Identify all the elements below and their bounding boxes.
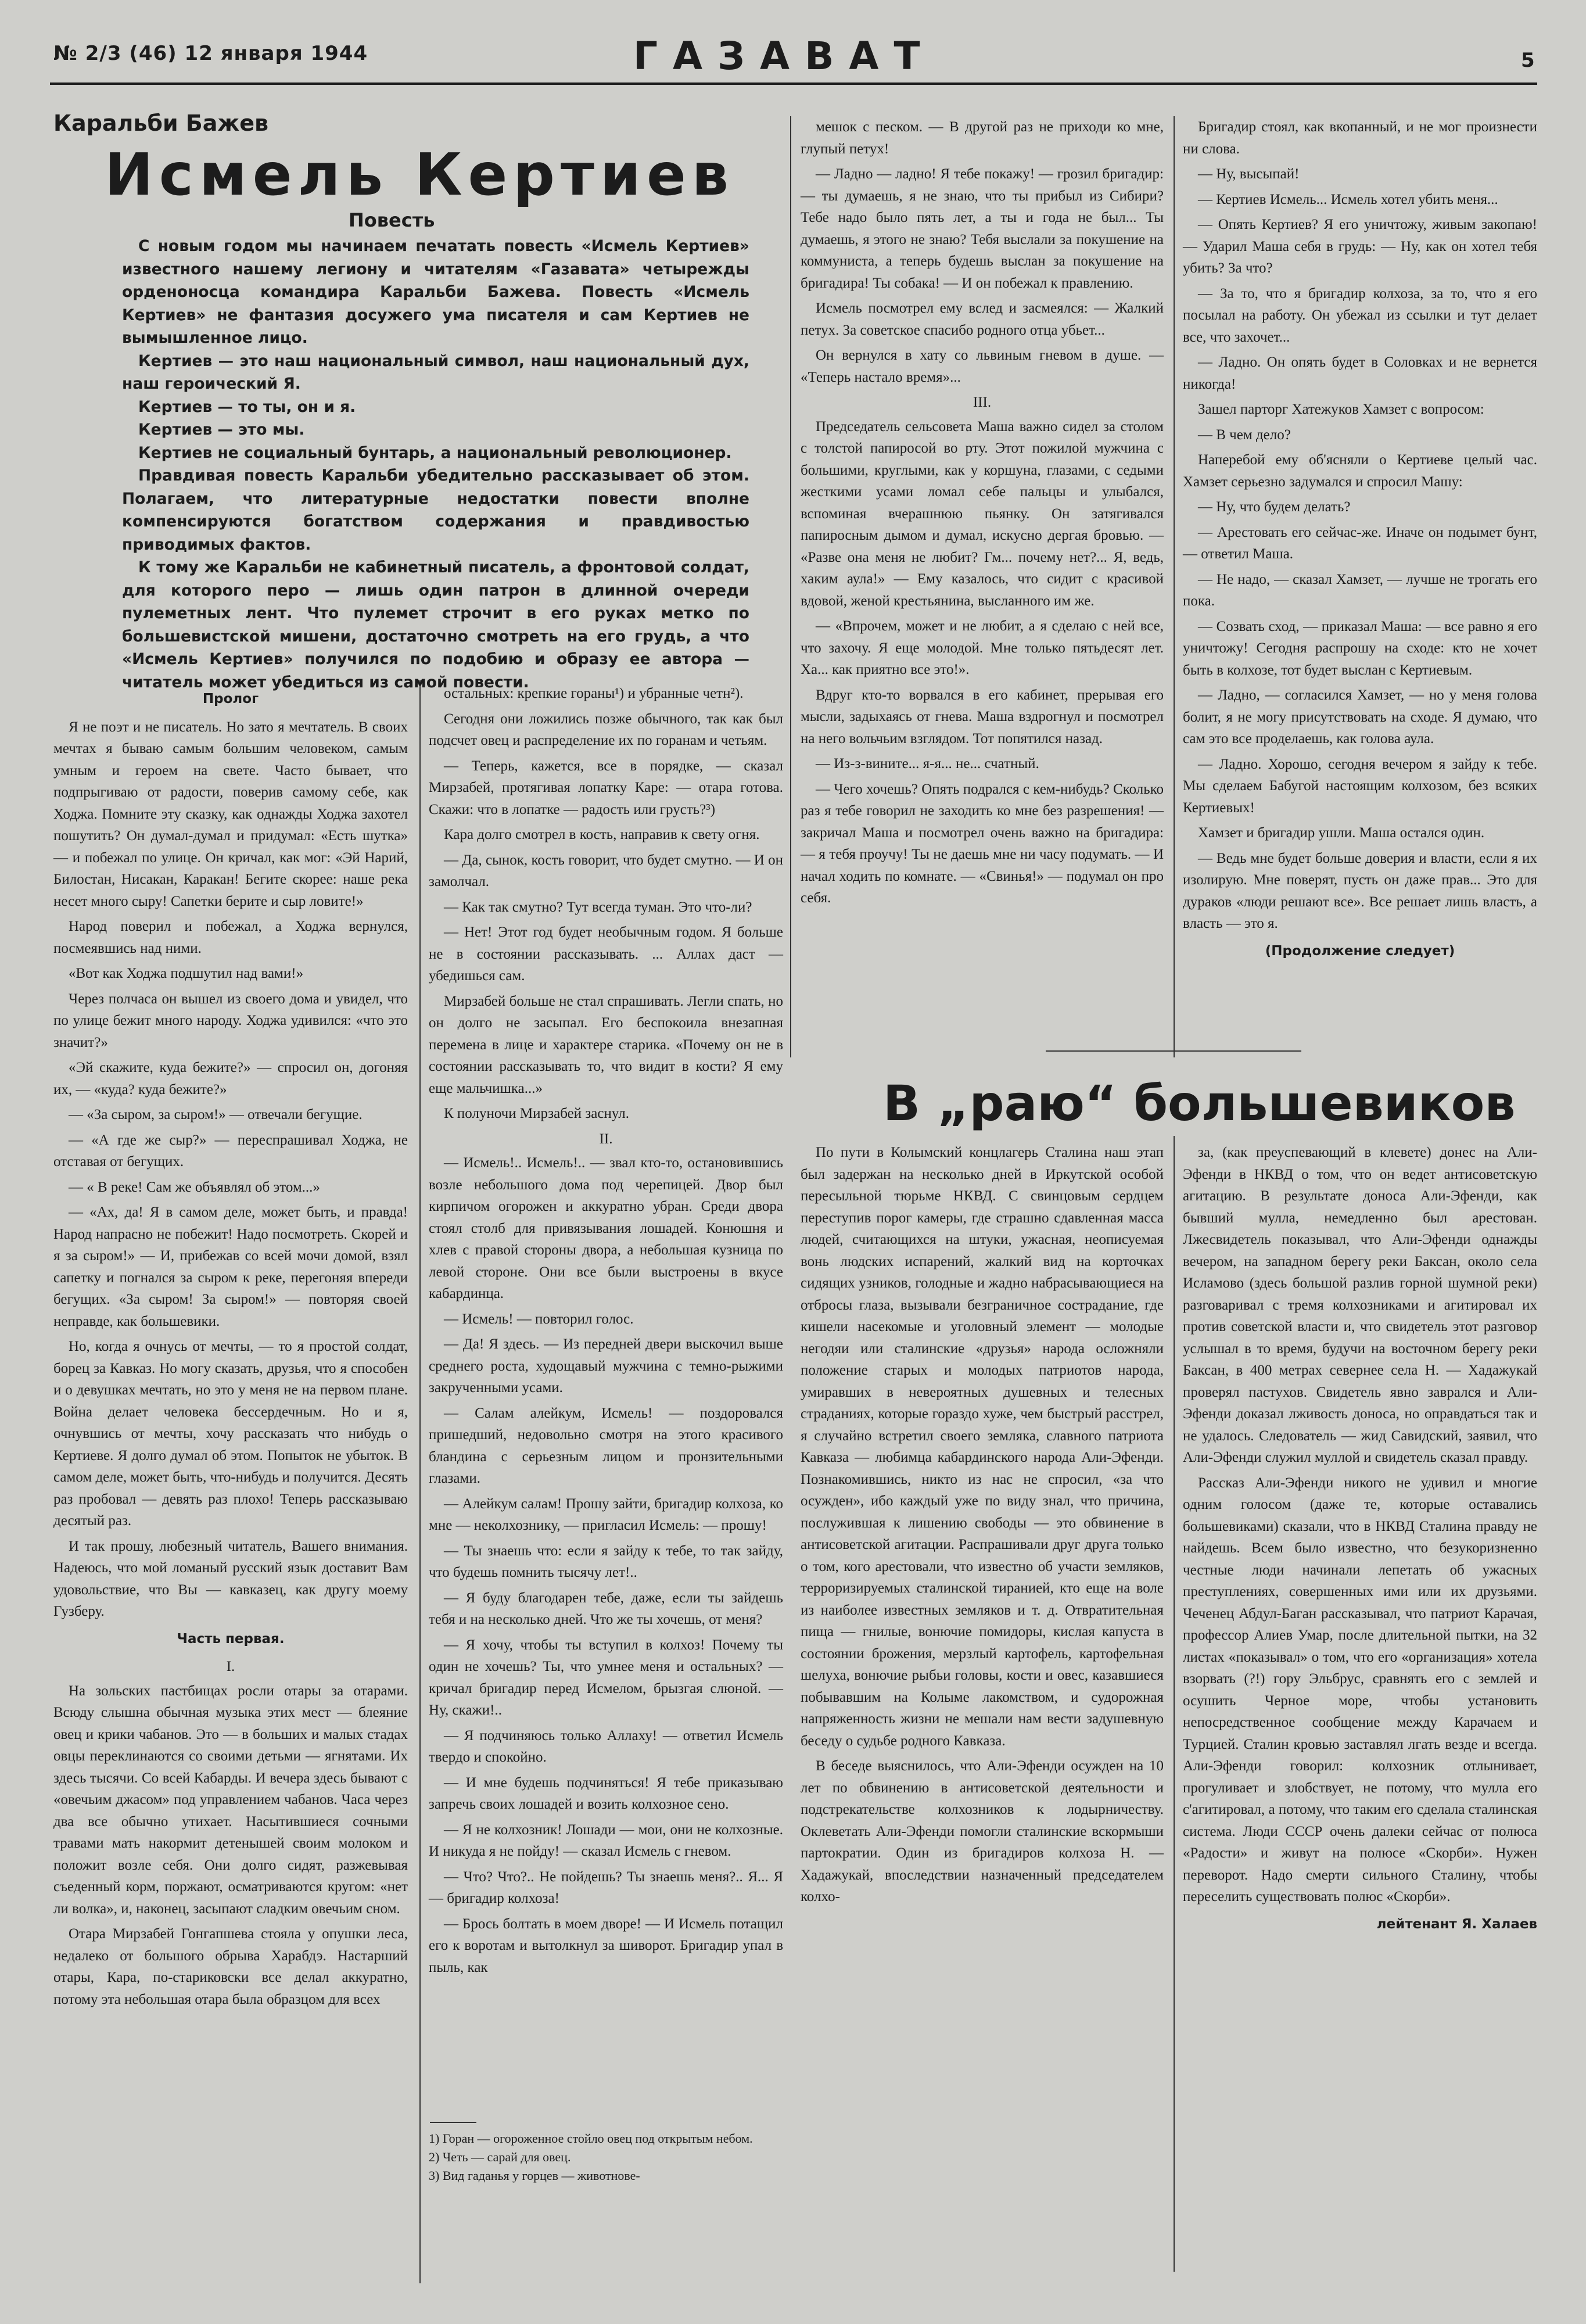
paragraph: И так прошу, любезный читатель, Вашего внимания. Надеюсь, что мой ломаный русский язык доставит Вам удовольствие, что Вы — кавказец, как другу моему Гузберу. — [53, 1538, 408, 1619]
paragraph: — Теперь, кажется, все в порядке, — сказал Мирзабей, протягивая лопатку Каре: — отара готова. Скажи: что в лопатке — радость или грусть?³) — [429, 758, 783, 817]
chapter-number: II. — [599, 1131, 613, 1147]
part-heading: Часть первая. — [177, 1631, 285, 1647]
story-author: Каральби Бажев — [53, 110, 269, 136]
intro-paragraph: Правдивая повесть Каральби убедительно рассказывает об этом. Полагаем, что литературные недостатки повести вполне компенсируются богатством содержания и правдивостью приводимых фактов. — [122, 467, 749, 554]
paragraph: мешок с песком. — В другой раз не приходи ко мне, глупый петух! — [801, 119, 1164, 157]
masthead-rule — [50, 83, 1537, 85]
intro-paragraph: С новым годом мы начинаем печатать повесть «Исмель Кертиев» известного нашему легиону и читателям «Газавата» четырежды орденоносца командира Каральби Бажева. Повесть «Исмель Кертиев» не фантазия досужего ума писателя и сам Кертиев не вымышленное лицо. — [122, 237, 749, 347]
paragraph: — Из-з-вините... я-я... не... счатный. — [816, 756, 1039, 772]
paragraph: — И мне будешь подчиняться! Я тебе приказываю запречь своих лошадей и возить колхозное сено. — [429, 1774, 783, 1812]
paragraph: — «За сыром, за сыром!» — отвечали бегущие. — [69, 1107, 363, 1122]
paragraph: остальных: крепкие гораны¹) и убранные четн²). — [444, 686, 744, 701]
paragraph: — Ладно — ладно! Я тебе покажу! — грозил бригадир: — ты думаешь, я не знаю, что ты прибыл из Сибири? Тебе надо было пять лет, а ты и года не был... Ты думаешь, я этого не знаю? Тебя выслали за покушение на коммуниста, а теперь будешь выслан за покушение на бригадира! Ты собака! — И он побежал к правлению. — [801, 166, 1164, 291]
paragraph: — Ну, высыпай! — [1198, 166, 1300, 182]
paragraph: — Кертиев Исмель... Исмель хотел убить меня... — [1198, 191, 1498, 207]
editorial-intro — [122, 235, 749, 694]
issue-info: № 2/3 (46) 12 января 1944 — [53, 42, 368, 65]
paragraph: — Брось болтать в моем дворе! — И Исмель потащил его к воротам и вытолкнул за шиворот. Бригадир упал в пыль, как — [429, 1916, 783, 1975]
article-column-1 — [801, 1142, 1164, 1911]
column-divider — [419, 680, 421, 2283]
paragraph: Народ поверил и побежал, а Ходжа вернулся, посмеявшись над ними. — [53, 919, 408, 956]
paragraph: — В чем дело? — [1198, 426, 1291, 443]
column-divider — [1174, 116, 1175, 1057]
paragraph: — Салам алейкум, Исмель! — поздоровался пришедший, недовольно смотря на этого красивого бландина с серьезным лицом и пронзительными глазами. — [429, 1405, 783, 1486]
column-divider — [790, 116, 791, 1057]
paragraph: «Эй скажите, куда бежите?» — спросил он, догоняя их, — «куда? куда бежите?» — [53, 1060, 408, 1098]
paragraph: — « В реке! Сам же объявлял об этом...» — [69, 1179, 320, 1195]
paragraph: — Ладно. Он опять будет в Соловках и не вернется никогда! — [1183, 354, 1537, 392]
paragraph: — Я подчиняюсь только Аллаху! — ответил Исмель твердо и спокойно. — [429, 1727, 783, 1765]
paragraph: Хамзет и бригадир ушли. Маша остался один. — [1198, 825, 1485, 841]
story-subtitle: Повесть — [349, 209, 435, 231]
paragraph: — Опять Кертиев? Я его уничтожу, живым закопаю! — Ударил Маша себя в грудь: — Ну, как он хотел тебя убить? За что? — [1183, 217, 1537, 276]
paragraph: Мирзабей больше не стал спрашивать. Легли спать, но он долго не засыпал. Его беспокоила внезапная перемена в лице и характере старика. «Почему он не в состоянии рассказывать то, что видит в кости? Я ему еще мальчишка...» — [429, 993, 783, 1096]
paragraph: — Исмель!.. Исмель!.. — звал кто-то, остановившись возле небольшого дома под черепицей. Двор был кирпичом огорожен и аккуратно убран. Среди двора стоял столб для привязывания лошадей. Конюшня и хлев с правой стороны двора, а небольшая кузница по левой стороне. Они все были выстроены в вкусе кабардинца. — [429, 1155, 783, 1301]
footnote: 3) Вид гаданья у горцев — животнове- — [429, 2168, 640, 2183]
paragraph: Рассказ Али-Эфенди никого не удивил и многие одним голосом (даже те, которые оставались большевиками) сказали, что в НКВД Сталина правду не найдешь. Всем было известно, что безукоризненно честные люди начинали лепетать об ужасных преступлениях, совершенных ими или их друзьями. Чеченец Абдул-Баган рассказывал, что патриот Карачая, профессор Алиев Умар, после длительной пытки, на 32 листах «показывал» о том, что его «организация» хотела взорвать (?!) гору Эльбрус, сравнять его с землей и осушить Черное море, чтобы установить непосредственное сообщение между Карачаем и Турцией. Сталин кровью заставлял лгать везде и всегда. Али-Эфенди говорил: колхозник отлынивает, прогуливает и злобствует, не потому, что мулла его с'агитировал, а потому, что таким его сделала сталинская система. Люди СССР очень далеки сейчас от полюса «Радости» и живут на полюсе «Скорби». Нужен переворот. Надо смерти сильного Сталину, чтобы переселить существовать полюс «Скорби». — [1183, 1475, 1537, 1905]
paragraph: — За то, что я бригадир колхоза, за то, что я его посылал на работу. Он убежал из ссылки и тут делает все, что захочет... — [1183, 285, 1537, 345]
section-rule — [1046, 1050, 1301, 1052]
paragraph: Он вернулся в хату со львиным гневом в душе. — «Теперь настало время»... — [801, 347, 1164, 385]
paragraph: — Не надо, — сказал Хамзет, — лучше не трогать его пока. — [1183, 571, 1537, 609]
story-column-1 — [53, 683, 408, 2014]
paragraph: — Созвать сход, — приказал Маша: — все равно я его уничтожу! Сегодня распрошу на сходе: кто не хочет быть в колхозе, тот будет выслан с Кертиевым. — [1183, 618, 1537, 678]
paragraph: — Ладно. Хорошо, сегодня вечером я зайду к тебе. Мы сделаем Бабугой настоящим колхозом, без всяких Кертиевых! — [1183, 756, 1537, 816]
continued-note: (Продолжение следует) — [1265, 943, 1455, 959]
paragraph: В беседе выяснилось, что Али-Эфенди осужден на 10 лет по обвинению в антисоветской деятельности и подстрекательстве колхозников к лодырничеству. Оклеветать Али-Эфенди помогли сталинские вскормыши партократии. Один из бригадиров колхоза Н. — Хадажукай, впоследствии назначенный председателем колхо- — [801, 1758, 1164, 1905]
paragraph: за, (как преуспевающий в клевете) донес на Али-Эфенди в НКВД о том, что он ведет антисоветскую агитацию. В результате доноса Али-Эфенди, как бывший мулла, немедленно был арестован. Лжесвидетель показывал, что Али-Эфенди однажды вечером, на западном берегу реки Баксан, около села Исламово (здесь большой разлив горной шумной реки) разговаривал с тремя колхозниками и агитировал их против советской власти и, что свидетель этот разговор услышал в то время, будучи на восточном берегу реки Баксан, в 400 метрах севернее села Н. — Хадажукай проверял пастухов. Свидетель явно заврался и Али-Эфенди доказал лживость доноса, но оправдаться так и не удалось. Следователь — жид Савидский, заявил, что Али-Эфенди служил муллой и свидетель сказал правду. — [1183, 1145, 1537, 1465]
paragraph: — Исмель! — повторил голос. — [444, 1311, 634, 1327]
paragraph: Наперебой ему об'ясняли о Кертиеве целый час. Хамзет серьезно задумался и спросил Машу: — [1183, 452, 1537, 490]
intro-paragraph: Кертиев — то ты, он и я. — [138, 397, 356, 416]
prologue-heading: Пролог — [202, 691, 259, 706]
paragraph: — Что? Что?.. Не пойдешь? Ты знаешь меня?.. Я... Я — бригадир колхоза! — [429, 1868, 783, 1906]
chapter-number: III. — [973, 394, 992, 410]
paragraph: — Нет! Этот год будет необычным годом. Я больше не в состоянии рассказывать. ... Аллах даст — убедишься сам. — [429, 924, 783, 984]
paragraph: «Вот как Ходжа подшутил над вами!» — [69, 966, 304, 981]
paragraph: — Ты знаешь что: если я зайду к тебе, то так зайду, что будешь помнить тысячу лет!.. — [429, 1543, 783, 1580]
paragraph: Но, когда я очнусь от мечты, — то я простой солдат, борец за Кавказ. Но могу сказать, друзья, что я способен и о девушках мечтать, но это у меня не на первом плане. Война делает человека бессердечным. Но и я, очнувшись от мечты, хочу рассказать что нибудь о Кертиеве. Я долго думал об этом. Попыток не убыток. В самом деле, может быть, что-нибудь и получится. Десять раз пробовал — девять раз плохо! Теперь рассказываю десятый раз. — [53, 1339, 408, 1529]
paragraph: — Алейкум салам! Прошу зайти, бригадир колхоза, ко мне — неколхознику, — пригласил Исмель: — прошу! — [429, 1495, 783, 1533]
paragraph: — Чего хочешь? Опять подрался с кем-нибудь? Сколько раз я тебе говорил не заходить ко мне без разрешения! — закричал Маша и посмотрел очень важно на бригадира: — я тебя проучу! Ты не даешь мне ни часу подумать. — И начал ходить по комнате. — «Свинья!» — подумал он про себя. — [801, 781, 1164, 906]
article-headline: В „раю“ большевиков — [883, 1075, 1516, 1132]
paragraph: По пути в Колымский концлагерь Сталина наш этап был задержан на несколько дней в Иркутской особой пересыльной тюрьме НКВД. С свинцовым сердцем переступив порог камеры, где страшно сдавленная масса людей, считающихся на штуки, ужасная, неописуемая вонь людских испарений, жалкий вид на корточках сидящих узников, голодные и жадно набрасывающиеся на отбросы глаза, вызывали безграничное сострадание, где кишели насекомые и уголовный элемент — молодые негодяи или сталинские «друзья» народа осложняли положение старых и молодых патриотов народа, умиравших в невероятных душевных и телесных страданиях, которые гораздо хуже, чем быстрый расстрел, я случайно встретил своего земляка, славного патриота Кавказа — любимца кабардинского народа Али-Эфенди. Познакомившись, никто из нас не спросил, «за что осужден», ибо каждый уже по виду знал, что причина, послужившая к лишению свободы — это обвинение в антисоветской агитации. Распрашивали друг друга только о том, кого арестовали, что известно об участи земляков, терроризируемых сталинской тиранией, кто еще на воле из наиболее известных земляков и т. д. Отвратительная пища — гнилые, вонючие помидоры, кислая капуста в состоянии брожения, мерзлый картофель, картофельная шелуха, вонючие рыбьи головы, кости и овес, казавшиеся побывавшим на Колыме лакомством, и судорожная напряженность жизни не мешали нам вести задушевную беседу о судьбе родного Кавказа. — [801, 1145, 1164, 1749]
paragraph: Отара Мирзабей Гонгапшева стояла у опушки леса, недалеко от большого обрыва Харабдэ. Настарший отары, Кара, по-стариковски все делал аккуратно, потому эта небольшая отара была образцом для всех — [53, 1926, 408, 2007]
paragraph: К полуночи Мирзабей заснул. — [444, 1106, 629, 1121]
intro-paragraph: Кертиев не социальный бунтарь, а национальный революционер. — [138, 443, 732, 462]
article-column-2 — [1183, 1142, 1537, 1939]
paragraph: — Ведь мне будет больше доверия и власти, если я их изолирую. Мне поверят, пусть он даже прав... Это для дураков «люди решают все». Все решает лишь власть, а власть — это я. — [1183, 850, 1537, 931]
newspaper-title: ГАЗАВАТ — [633, 34, 935, 78]
paragraph: — Ладно, — согласился Хамзет, — но у меня голова болит, я не могу присутствовать на сходе. Я думаю, что сам это все проделаешь, как голова аула. — [1183, 687, 1537, 747]
paragraph: — «А где же сыр?» — переспрашивал Ходжа, не отставая от бегущих. — [53, 1132, 408, 1170]
paragraph: — «Впрочем, может и не любит, а я сделаю с ней все, что захочу. Я еще молодой. Мне только пятьдесят лет. Ха... как приятно все это!». — [801, 618, 1164, 677]
paragraph: — «Ах, да! Я в самом деле, может быть, и правда! Народ напрасно не побежит! Надо посмотреть. Скорей и я за сыром!» — И, прибежав со всей мочи домой, взял сапетку и погнался за сыром к реке, перегоняя впереди бегущих. «За сыром! За сыром!» — повторяя своей неправде, как большевики. — [53, 1204, 408, 1329]
paragraph: Кара долго смотрел в кость, направив к свету огня. — [444, 827, 760, 842]
paragraph: — Да! Я здесь. — Из передней двери выскочил выше среднего роста, худощавый мужчина с темно-рыжими закрученными усами. — [429, 1336, 783, 1396]
story-column-4 — [1183, 116, 1537, 966]
paragraph: — Да, сынок, кость говорит, что будет смутно. — И он замолчал. — [429, 852, 783, 890]
story-column-3 — [801, 116, 1164, 913]
paragraph: — Арестовать его сейчас-же. Иначе он подымет бунт, — ответил Маша. — [1183, 524, 1537, 562]
footnote: 2) Четь — сарай для овец. — [429, 2150, 571, 2164]
paragraph: — Ну, что будем делать? — [1198, 499, 1351, 515]
paragraph: Через полчаса он вышел из своего дома и увидел, что по улице бежит много народу. Ходжа удивился: «что это значит?» — [53, 991, 408, 1050]
paragraph: Вдруг кто-то ворвался в его кабинет, прерывая его мысли, задыхаясь от гнева. Маша вздрогнул и посмотрел на него вольчьим взглядом. Тот попятился назад. — [801, 687, 1164, 747]
footnote: 1) Горан — огороженное стойло овец под открытым небом. — [429, 2131, 753, 2146]
paragraph: — Я не колхозник! Лошади — мои, они не колхозные. И никуда я не пойду! — сказал Исмель с гневом. — [429, 1821, 783, 1859]
paragraph: Бригадир стоял, как вкопанный, и не мог произнести ни слова. — [1183, 119, 1537, 157]
paragraph: — Как так смутно? Тут всегда туман. Это что-ли? — [444, 899, 752, 915]
paragraph: Сегодня они ложились позже обычного, так как был подсчет овец и распределение их по горанам и четьям. — [429, 711, 783, 748]
chapter-number: I. — [226, 1659, 235, 1674]
paragraph: Исмель посмотрел ему вслед и засмеялся: — Жалкий петух. За советское спасибо родного отца убьет... — [801, 300, 1164, 338]
paragraph: Председатель сельсовета Маша важно сидел за столом с толстой папиросой во рту. Этот пожилой мужчина с большими, круглыми, как у коршуна, глазами, с седыми жесткими усами ломал себе пальцы и улыбался, вспоминая вчерашнюю пьянку. Он затягивался папиросным дымом и думал, искусно дергая бровью. — «Разве она меня не любит? Гм... почему нет?... Я, ведь, хаким аула!» — Ему казалось, что сидит с красивой вдовой, женой крестьянина, высланного им же. — [801, 418, 1164, 609]
intro-paragraph: Кертиев — это наш национальный символ, наш национальный дух, наш героический Я. — [122, 352, 749, 393]
article-signature: лейтенант Я. Халаев — [1376, 1916, 1537, 1932]
paragraph: Я не поэт и не писатель. Но зато я мечтатель. В своих мечтах я бываю самым большим человеком, самым умным и героем на свете. Часто бывает, что подпрыгиваю от радости, поверив самому себе, как Ходжа. Помните эту сказку, как однажды Ходжа захотел пошутить? Он думал-думал и придумал: «Есть шутка» — и побежал по улице. Он кричал, как мог: «Эй Нарий, Билостан, Нисакан, Каракан! Бегите скорее: наше река несет много сыру! Сапетки берите и сыр ловите!» — [53, 719, 408, 909]
paragraph: — Я хочу, чтобы ты вступил в колхоз! Почему ты один не хочешь? Ты, что умнее меня и остальных? — кричал бригадир перед Исмелом, брызгая слюной. — Ну, скажи!.. — [429, 1637, 783, 1718]
paragraph: Зашел парторг Хатежуков Хамзет с вопросом: — [1198, 401, 1484, 417]
page-number: 5 — [1521, 49, 1535, 72]
paragraph: — Я буду благодарен тебе, даже, если ты зайдешь тебя и на несколько дней. Что же ты хочешь, от меня? — [429, 1590, 783, 1627]
story-column-2 — [429, 683, 783, 1982]
intro-paragraph: Кертиев — это мы. — [138, 421, 305, 439]
intro-paragraph: К тому же Каральби не кабинетный писатель, а фронтовой солдат, для которого перо — лишь один патрон в длинной очереди пулеметных лент. Что пулемет строчит в его руках метко по большевистской мишени, достаточно смотреть на его грудь, а что «Исмель Кертиев» получился по подобию и образу ее автора — читатель может убедиться из самой повести. — [122, 558, 749, 691]
story-title: Исмель Кертиев — [105, 141, 735, 209]
footnote-rule — [430, 2122, 476, 2123]
paragraph: На зольских пастбищах росли отары за отарами. Всюду слышна обычная музыка этих мест — блеяние овец и крики чабанов. Это — в больших и малых стадах овцы переклинаются со своими детьми — ягнятами. Их здесь тысячи. Со всей Кабарды. И вечера здесь бывают с «овечьим джасом» под управлением чабанов. Часа через два все обычно утихает. Насытившиеся сочными травами мать накормит детенышей своим молоком и положит возле себя. Они долго сидят, разжевывая съеденный корм, поржают, осматриваются кругом: «нет ли волка», и, наконец, засыпают сладким овечьим сном. — [53, 1683, 408, 1917]
column-divider — [1174, 1136, 1175, 2272]
footnotes — [429, 2129, 783, 2185]
